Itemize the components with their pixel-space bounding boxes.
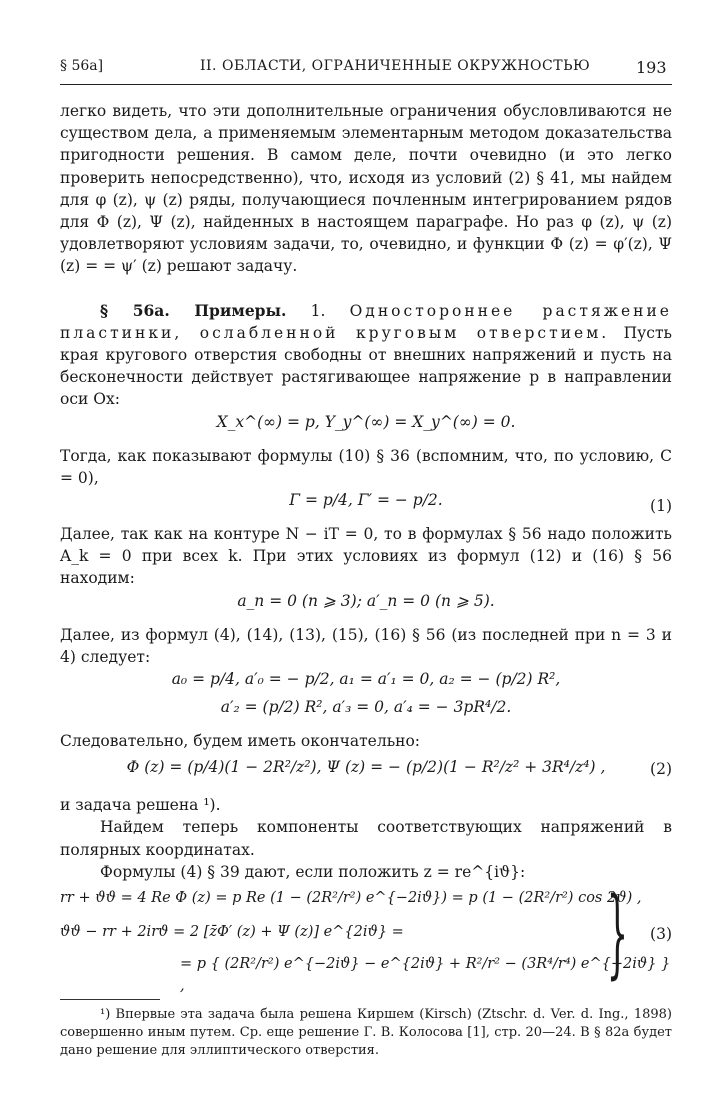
equation-stress-infinity: X_x^(∞) = p, Y_y^(∞) = X_y^(∞) = 0. (216, 412, 516, 431)
equation-coefficients-1: a₀ = p/4, a′₀ = − p/2, a₁ = a′₁ = 0, a₂ = − (p/2) R², (171, 670, 561, 689)
right-brace: } (606, 877, 628, 990)
equation-2: Φ (z) = (p/4)(1 − 2R²/z²), Ψ (z) = − (p/2)(1 − R²/z² + 3R⁴/z⁴) , (2) (60, 752, 672, 794)
paragraph-4: Далее, так как на контуре N − iT = 0, то в формулах § 56 надо положить A_k = 0 при всех k. При этих условиях из формул (12) и (16) § 56 находим: (60, 525, 672, 588)
example-paragraph (60, 300, 672, 411)
equation-3-line-1: rr + ϑϑ = 4 Re Φ (z) = p Re (1 − (2R²/r²) e^{−2iϑ}) = p (1 − (2R²/r²) cos 2ϑ) , (60, 890, 642, 907)
page-body (60, 100, 672, 1060)
paragraph-1: легко видеть, что эти дополнительные ограничения обусловливаются не существом дела, а применяемым элементарным методом доказательства пригодности решения. В самом деле, почти очевидно (и это легко проверить непосредственно), что, исходя из условий (2) § 41, мы найдем для φ (z), ψ (z) ряды, получающиеся почленным интегрированием рядов для Φ (z), Ψ (z), найденных в настоящем параграфе. Но раз φ (z), ψ (z) удовлетворяют условиям задачи, то, очевидно, и функции Φ (z) = φ′(z), Ψ (z) = = ψ′ (z) решают задачу. (60, 102, 672, 276)
section-heading: § 56а. Примеры. (100, 300, 287, 320)
equation-1: Γ = p/4, Γ′ = − p/2. (1) (60, 489, 672, 523)
equation-coefficients-2: a′₂ = (p/2) R², a′₃ = 0, a′₄ = − 3pR⁴/2. (220, 698, 512, 717)
equation-3-line-2: ϑϑ − rr + 2irϑ = 2 [z̄Φ′ (z) + Ψ (z)] e^{2iϑ} = (60, 924, 404, 941)
paragraph-7: и задача решена ¹). (60, 796, 221, 815)
header-rule (60, 84, 672, 85)
footnote-rule (60, 999, 160, 1000)
running-title: II. ОБЛАСТИ, ОГРАНИЧЕННЫЕ ОКРУЖНОСТЬЮ (200, 58, 591, 74)
paragraph-5: Далее, из формул (4), (14), (13), (15), (16) § 56 (из последней при n = 3 и 4) следует: (60, 625, 672, 666)
equation-an: a_n = 0 (n ⩾ 3); a′_n = 0 (n ⩾ 5). (237, 591, 495, 610)
section-marker: § 56а] (60, 58, 104, 74)
equation-3-number: (3) (650, 925, 672, 944)
equation-2-number: (2) (650, 760, 672, 779)
paragraph-6: Следовательно, будем иметь окончательно: (60, 732, 421, 751)
paragraph-9: Формулы (4) § 39 дают, если положить z = re^{iϑ}: (100, 862, 526, 881)
example-text: Пусть края кругового отверстия свободны от внешних напряжений и пусть на бесконечности действует растягивающее напряжение p в направлении оси Ox: (60, 323, 672, 409)
page-number: 193 (636, 58, 667, 77)
footnote: ¹) Впервые эта задача была решена Киршем (Kirsch) (Ztschr. d. Ver. d. Ing., 1898) совершенно иным путем. Ср. еще решение Г. В. Колосова [1], стр. 20—24. В § 82а будет дано решение для эллиптического отверстия. (60, 1007, 672, 1059)
example-title: Одностороннее растяжение пластинки, ослабленной круговым отверстием. (60, 301, 672, 342)
paragraph-8: Найдем теперь компоненты соответствующих напряжений в полярных координатах. (60, 818, 672, 859)
equation-1-number: (1) (650, 497, 672, 516)
equation-3-line-3: = p { (2R²/r²) e^{−2iϑ} − e^{2iϑ} + R²/r² − (3R⁴/r⁴) e^{−2iϑ} } , (180, 956, 671, 995)
equation-system-3 (60, 877, 672, 995)
example-number: 1. (310, 301, 326, 320)
paragraph-3: Тогда, как показывают формулы (10) § 36 (вспомним, что, по условию, C = 0), (60, 446, 672, 487)
